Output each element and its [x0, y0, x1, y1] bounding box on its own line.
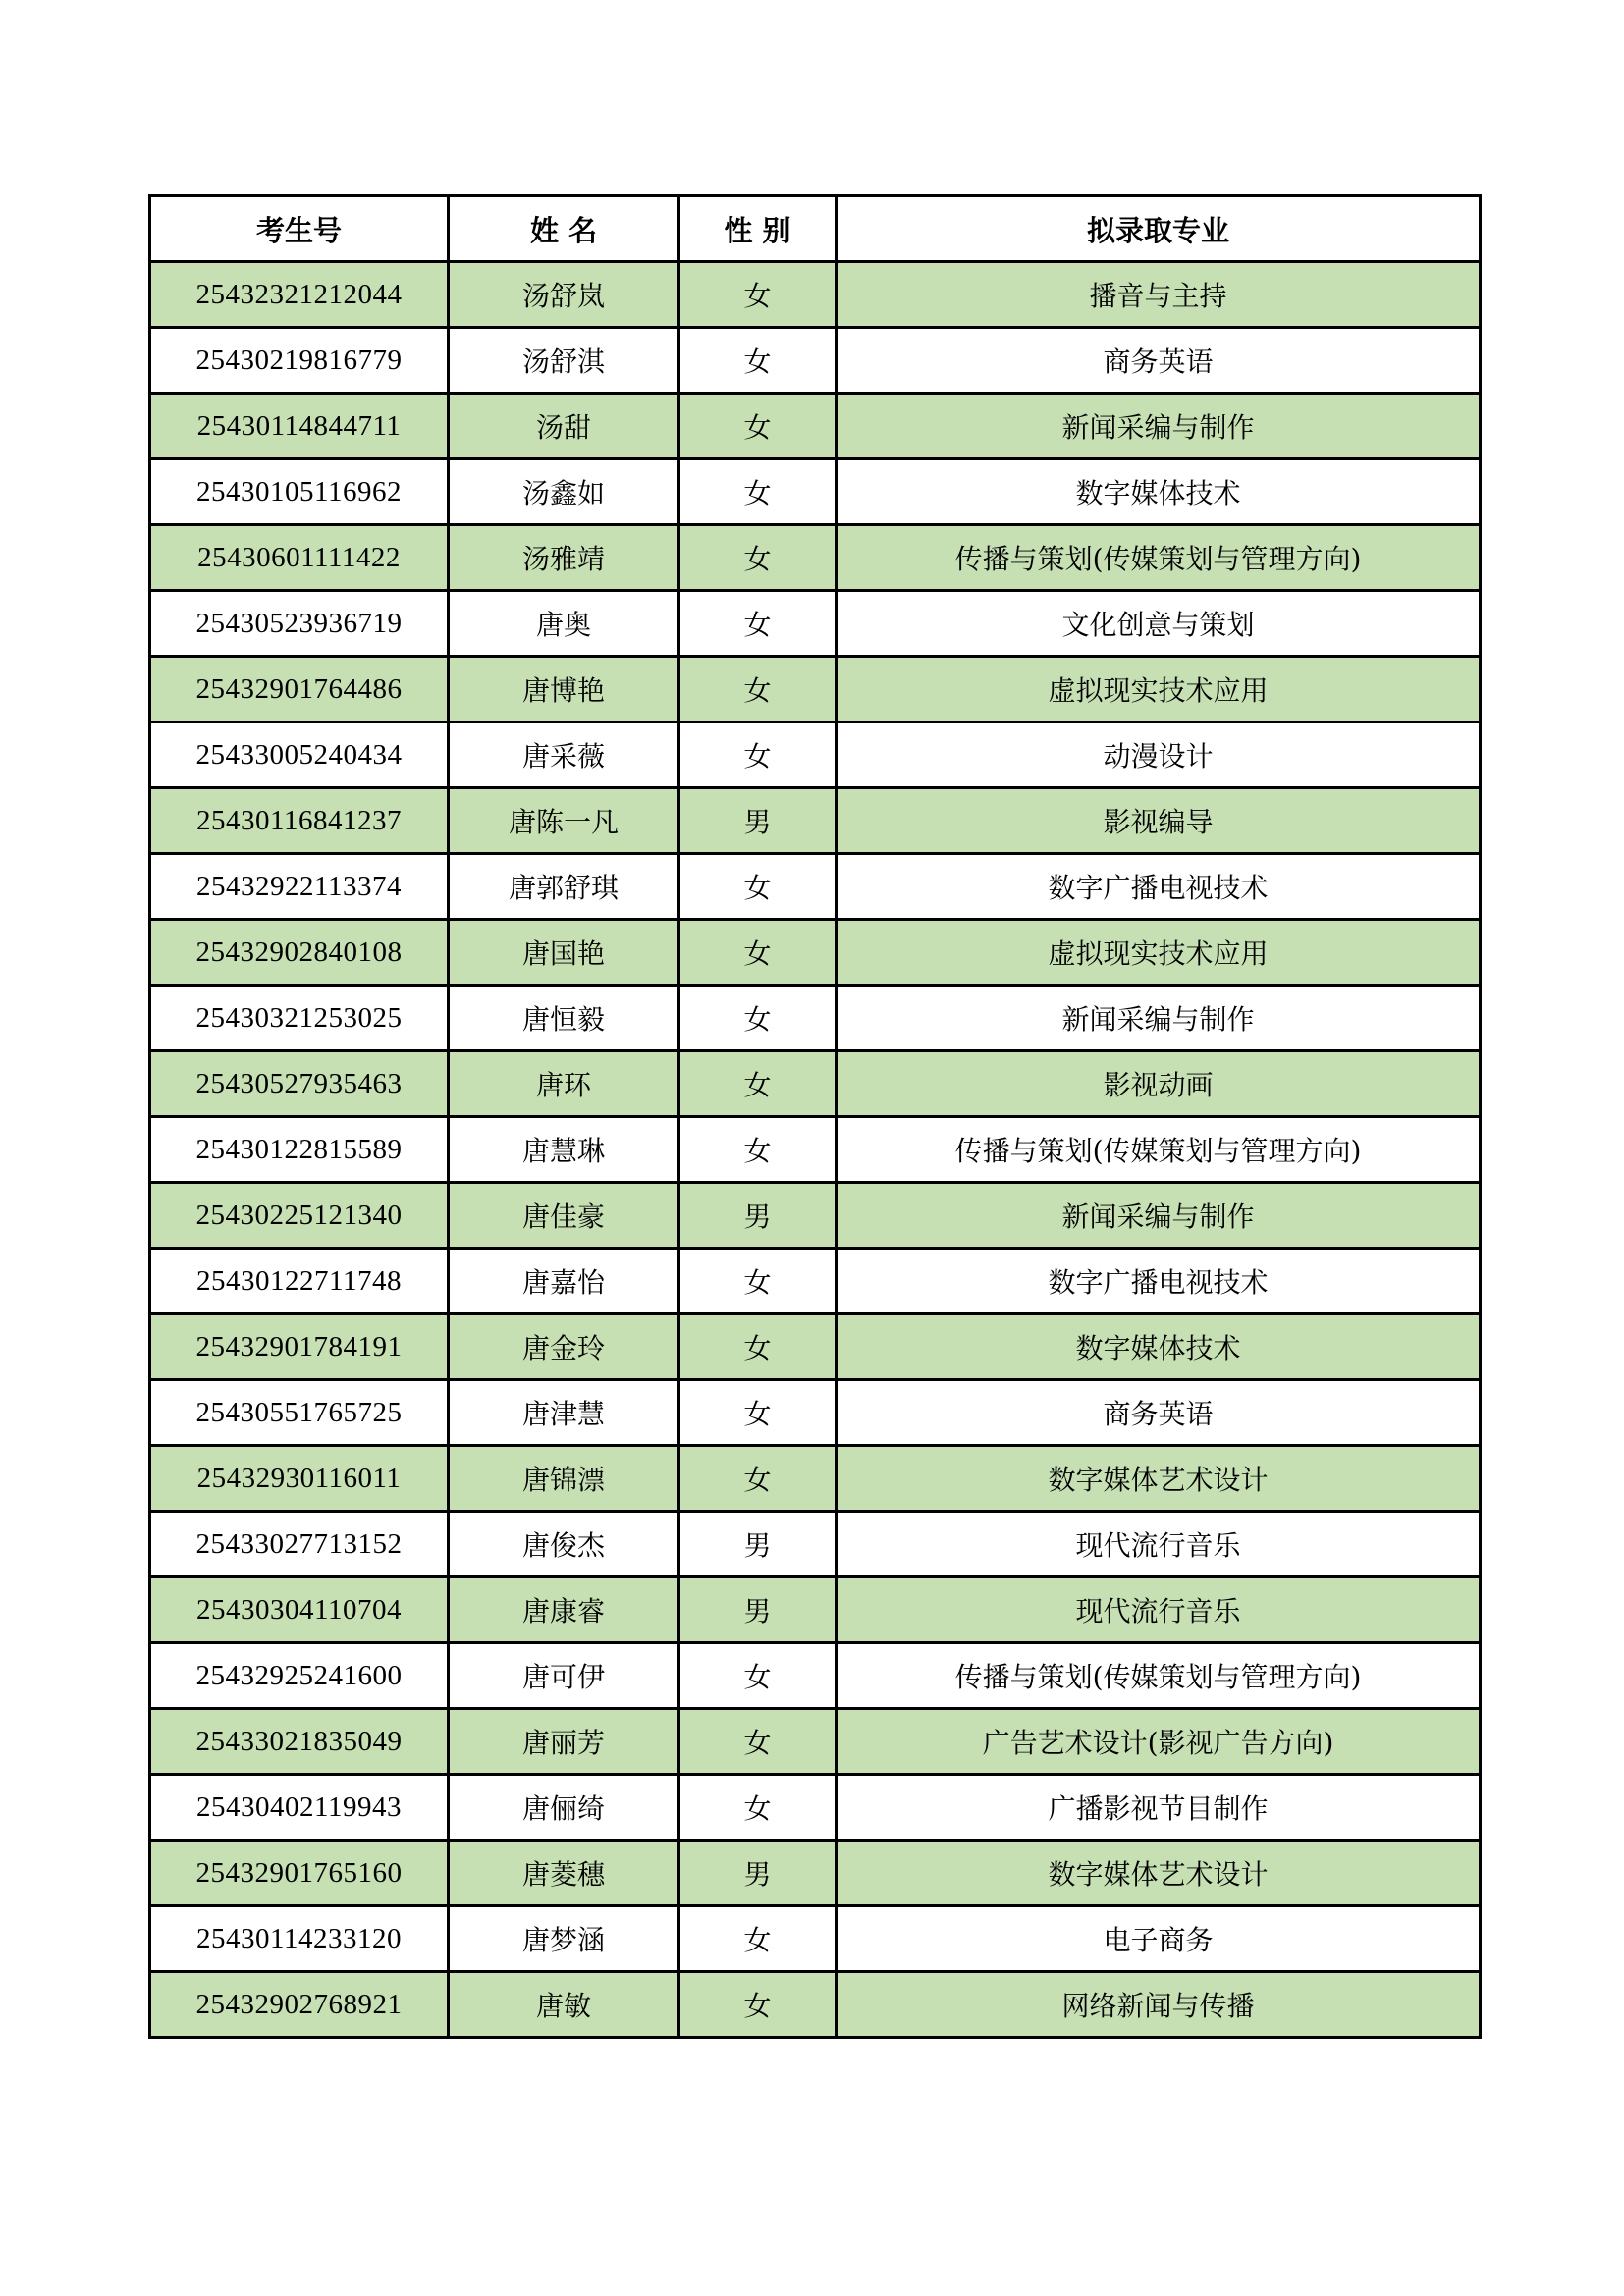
cell-exam-id: 25430402119943 — [150, 1775, 449, 1841]
table-header-row — [150, 196, 1481, 262]
cell-exam-id: 25430304110704 — [150, 1577, 449, 1643]
cell-major: 现代流行音乐 — [837, 1577, 1481, 1643]
cell-exam-id: 25432922113374 — [150, 854, 449, 920]
cell-exam-id: 25430523936719 — [150, 591, 449, 657]
cell-exam-id: 25433005240434 — [150, 722, 449, 788]
cell-major: 数字媒体艺术设计 — [837, 1446, 1481, 1512]
cell-major: 现代流行音乐 — [837, 1512, 1481, 1577]
cell-exam-id: 25430551765725 — [150, 1380, 449, 1446]
cell-name: 唐慧琳 — [449, 1117, 679, 1183]
table-row — [150, 854, 1481, 920]
cell-major: 影视动画 — [837, 1051, 1481, 1117]
table-row — [150, 1841, 1481, 1906]
cell-gender: 女 — [679, 722, 837, 788]
cell-exam-id: 25430114233120 — [150, 1906, 449, 1972]
admission-table — [148, 194, 1482, 2039]
cell-exam-id: 25432901784191 — [150, 1314, 449, 1380]
cell-name: 唐俊杰 — [449, 1512, 679, 1577]
cell-name: 唐菱穗 — [449, 1841, 679, 1906]
cell-exam-id: 25432902768921 — [150, 1972, 449, 2038]
cell-name: 唐博艳 — [449, 657, 679, 722]
cell-name: 唐梦涵 — [449, 1906, 679, 1972]
cell-exam-id: 25430219816779 — [150, 328, 449, 394]
cell-gender: 女 — [679, 459, 837, 525]
cell-gender: 女 — [679, 262, 837, 328]
cell-name: 唐陈一凡 — [449, 788, 679, 854]
table-row — [150, 1972, 1481, 2038]
cell-major: 传播与策划(传媒策划与管理方向) — [837, 1643, 1481, 1709]
cell-exam-id: 25430225121340 — [150, 1183, 449, 1249]
table-row — [150, 1577, 1481, 1643]
table-row — [150, 1775, 1481, 1841]
cell-gender: 女 — [679, 328, 837, 394]
table-row — [150, 986, 1481, 1051]
cell-gender: 女 — [679, 1709, 837, 1775]
cell-major: 数字广播电视技术 — [837, 854, 1481, 920]
cell-exam-id: 25432902840108 — [150, 920, 449, 986]
cell-exam-id: 25430105116962 — [150, 459, 449, 525]
cell-name: 唐金玲 — [449, 1314, 679, 1380]
cell-name: 唐可伊 — [449, 1643, 679, 1709]
cell-gender: 女 — [679, 1051, 837, 1117]
table-row — [150, 1380, 1481, 1446]
cell-gender: 男 — [679, 1841, 837, 1906]
cell-name: 唐锦漂 — [449, 1446, 679, 1512]
cell-exam-id: 25430122711748 — [150, 1249, 449, 1314]
header-name: 姓 名 — [449, 196, 679, 262]
header-gender: 性 别 — [679, 196, 837, 262]
cell-exam-id: 25430122815589 — [150, 1117, 449, 1183]
cell-name: 汤舒岚 — [449, 262, 679, 328]
table-row — [150, 1051, 1481, 1117]
cell-name: 唐环 — [449, 1051, 679, 1117]
cell-name: 汤鑫如 — [449, 459, 679, 525]
cell-major: 数字广播电视技术 — [837, 1249, 1481, 1314]
cell-gender: 女 — [679, 1775, 837, 1841]
cell-major: 播音与主持 — [837, 262, 1481, 328]
cell-name: 汤甜 — [449, 394, 679, 459]
cell-major: 新闻采编与制作 — [837, 1183, 1481, 1249]
cell-major: 新闻采编与制作 — [837, 986, 1481, 1051]
cell-name: 汤雅靖 — [449, 525, 679, 591]
cell-name: 唐郭舒琪 — [449, 854, 679, 920]
cell-gender: 女 — [679, 1117, 837, 1183]
cell-exam-id: 25430601111422 — [150, 525, 449, 591]
cell-gender: 男 — [679, 1577, 837, 1643]
cell-name: 唐采薇 — [449, 722, 679, 788]
cell-gender: 女 — [679, 1446, 837, 1512]
cell-gender: 女 — [679, 1249, 837, 1314]
cell-major: 虚拟现实技术应用 — [837, 657, 1481, 722]
table-row — [150, 920, 1481, 986]
table-row — [150, 1117, 1481, 1183]
cell-major: 数字媒体技术 — [837, 459, 1481, 525]
cell-name: 唐康睿 — [449, 1577, 679, 1643]
table-row — [150, 657, 1481, 722]
table-row — [150, 722, 1481, 788]
table-row — [150, 1512, 1481, 1577]
table-row — [150, 1643, 1481, 1709]
cell-major: 传播与策划(传媒策划与管理方向) — [837, 525, 1481, 591]
table-row — [150, 788, 1481, 854]
cell-major: 数字媒体技术 — [837, 1314, 1481, 1380]
cell-name: 唐嘉怡 — [449, 1249, 679, 1314]
cell-gender: 女 — [679, 394, 837, 459]
cell-exam-id: 25432901765160 — [150, 1841, 449, 1906]
cell-exam-id: 25432930116011 — [150, 1446, 449, 1512]
cell-exam-id: 25432901764486 — [150, 657, 449, 722]
cell-major: 影视编导 — [837, 788, 1481, 854]
cell-exam-id: 25430116841237 — [150, 788, 449, 854]
cell-major: 商务英语 — [837, 328, 1481, 394]
cell-major: 广告艺术设计(影视广告方向) — [837, 1709, 1481, 1775]
cell-gender: 女 — [679, 854, 837, 920]
table-row — [150, 591, 1481, 657]
table-row — [150, 525, 1481, 591]
cell-exam-id: 25430321253025 — [150, 986, 449, 1051]
cell-gender: 女 — [679, 920, 837, 986]
cell-name: 汤舒淇 — [449, 328, 679, 394]
cell-major: 数字媒体艺术设计 — [837, 1841, 1481, 1906]
table-row — [150, 1709, 1481, 1775]
cell-exam-id: 25430527935463 — [150, 1051, 449, 1117]
cell-name: 唐敏 — [449, 1972, 679, 2038]
cell-major: 传播与策划(传媒策划与管理方向) — [837, 1117, 1481, 1183]
cell-gender: 女 — [679, 657, 837, 722]
cell-major: 文化创意与策划 — [837, 591, 1481, 657]
cell-gender: 女 — [679, 1906, 837, 1972]
cell-major: 动漫设计 — [837, 722, 1481, 788]
table-row — [150, 394, 1481, 459]
cell-major: 电子商务 — [837, 1906, 1481, 1972]
table-body — [150, 262, 1481, 2038]
cell-gender: 男 — [679, 788, 837, 854]
cell-gender: 女 — [679, 1643, 837, 1709]
table-row — [150, 459, 1481, 525]
cell-major: 新闻采编与制作 — [837, 394, 1481, 459]
table-row — [150, 1446, 1481, 1512]
cell-exam-id: 25433021835049 — [150, 1709, 449, 1775]
cell-name: 唐国艳 — [449, 920, 679, 986]
cell-name: 唐奥 — [449, 591, 679, 657]
cell-name: 唐佳豪 — [449, 1183, 679, 1249]
cell-major: 广播影视节目制作 — [837, 1775, 1481, 1841]
cell-name: 唐俪绮 — [449, 1775, 679, 1841]
cell-gender: 女 — [679, 591, 837, 657]
cell-major: 网络新闻与传播 — [837, 1972, 1481, 2038]
cell-name: 唐津慧 — [449, 1380, 679, 1446]
table-row — [150, 262, 1481, 328]
cell-gender: 男 — [679, 1183, 837, 1249]
cell-major: 商务英语 — [837, 1380, 1481, 1446]
table-row — [150, 1249, 1481, 1314]
cell-gender: 女 — [679, 525, 837, 591]
table-row — [150, 1906, 1481, 1972]
header-major: 拟录取专业 — [837, 196, 1481, 262]
cell-exam-id: 25432321212044 — [150, 262, 449, 328]
cell-exam-id: 25432925241600 — [150, 1643, 449, 1709]
cell-exam-id: 25430114844711 — [150, 394, 449, 459]
table-row — [150, 328, 1481, 394]
cell-major: 虚拟现实技术应用 — [837, 920, 1481, 986]
cell-gender: 女 — [679, 1314, 837, 1380]
cell-gender: 男 — [679, 1512, 837, 1577]
cell-name: 唐丽芳 — [449, 1709, 679, 1775]
table-row — [150, 1183, 1481, 1249]
table-row — [150, 1314, 1481, 1380]
cell-gender: 女 — [679, 1972, 837, 2038]
cell-gender: 女 — [679, 986, 837, 1051]
cell-exam-id: 25433027713152 — [150, 1512, 449, 1577]
cell-name: 唐恒毅 — [449, 986, 679, 1051]
header-exam-id: 考生号 — [150, 196, 449, 262]
cell-gender: 女 — [679, 1380, 837, 1446]
